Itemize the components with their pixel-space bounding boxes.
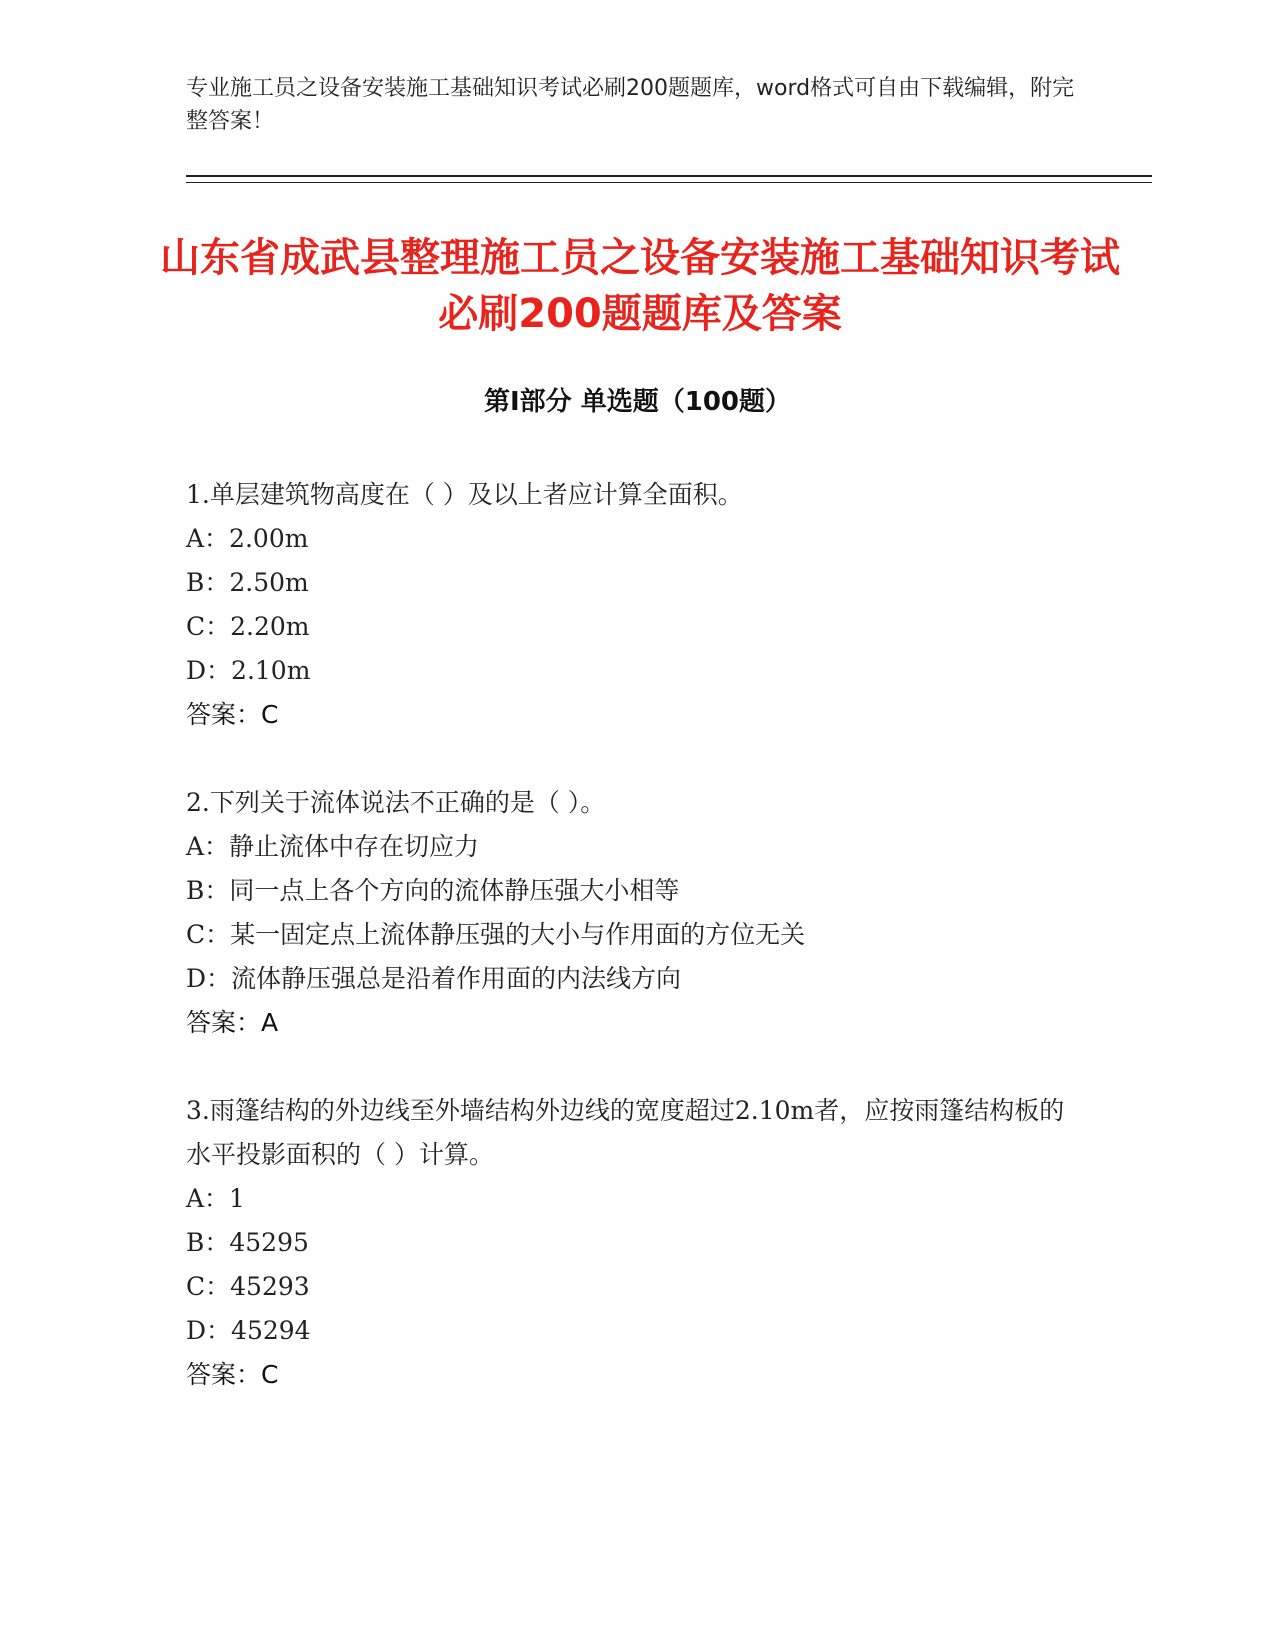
option-a: A：静止流体中存在切应力 <box>186 832 480 861</box>
option-c: C：2.20m <box>186 612 310 641</box>
document-title: 山东省成武县整理施工员之设备安装施工基础知识考试必刷200题题库及答案 <box>160 235 1120 337</box>
answer: 答案：A <box>186 1008 279 1037</box>
option-b: B：2.50m <box>186 568 309 597</box>
option-a: A：1 <box>186 1184 245 1213</box>
option-b: B：45295 <box>186 1228 309 1257</box>
option-c: C：某一固定点上流体静压强的大小与作用面的方位无关 <box>186 920 806 949</box>
question-list <box>186 473 1066 1441</box>
answer: 答案：C <box>186 1360 279 1389</box>
question-stem: 1.单层建筑物高度在（ ）及以上者应计算全面积。 <box>186 480 743 509</box>
header-rule-thick <box>186 175 1152 177</box>
question-3 <box>186 1089 1066 1397</box>
answer: 答案：C <box>186 700 279 729</box>
question-stem: 3.雨篷结构的外边线至外墙结构外边线的宽度超过2.10m者，应按雨篷结构板的水平投影面积的（ ）计算。 <box>186 1096 1065 1169</box>
header-note: 专业施工员之设备安装施工基础知识考试必刷200题题库，word格式可自由下载编辑，附完整答案！ <box>186 76 1075 134</box>
question-stem: 2.下列关于流体说法不正确的是（ ）。 <box>186 788 606 817</box>
section-heading: 第Ⅰ部分 单选题（100题） <box>484 387 791 417</box>
option-d: D：流体静压强总是沿着作用面的内法线方向 <box>186 964 682 993</box>
option-c: C：45293 <box>186 1272 310 1301</box>
question-1 <box>186 473 1066 737</box>
option-d: D：2.10m <box>186 656 311 685</box>
option-a: A：2.00m <box>186 524 309 553</box>
option-d: D：45294 <box>186 1316 311 1345</box>
option-b: B：同一点上各个方向的流体静压强大小相等 <box>186 876 680 905</box>
question-2 <box>186 781 1066 1045</box>
header-rule-thin <box>186 182 1152 183</box>
